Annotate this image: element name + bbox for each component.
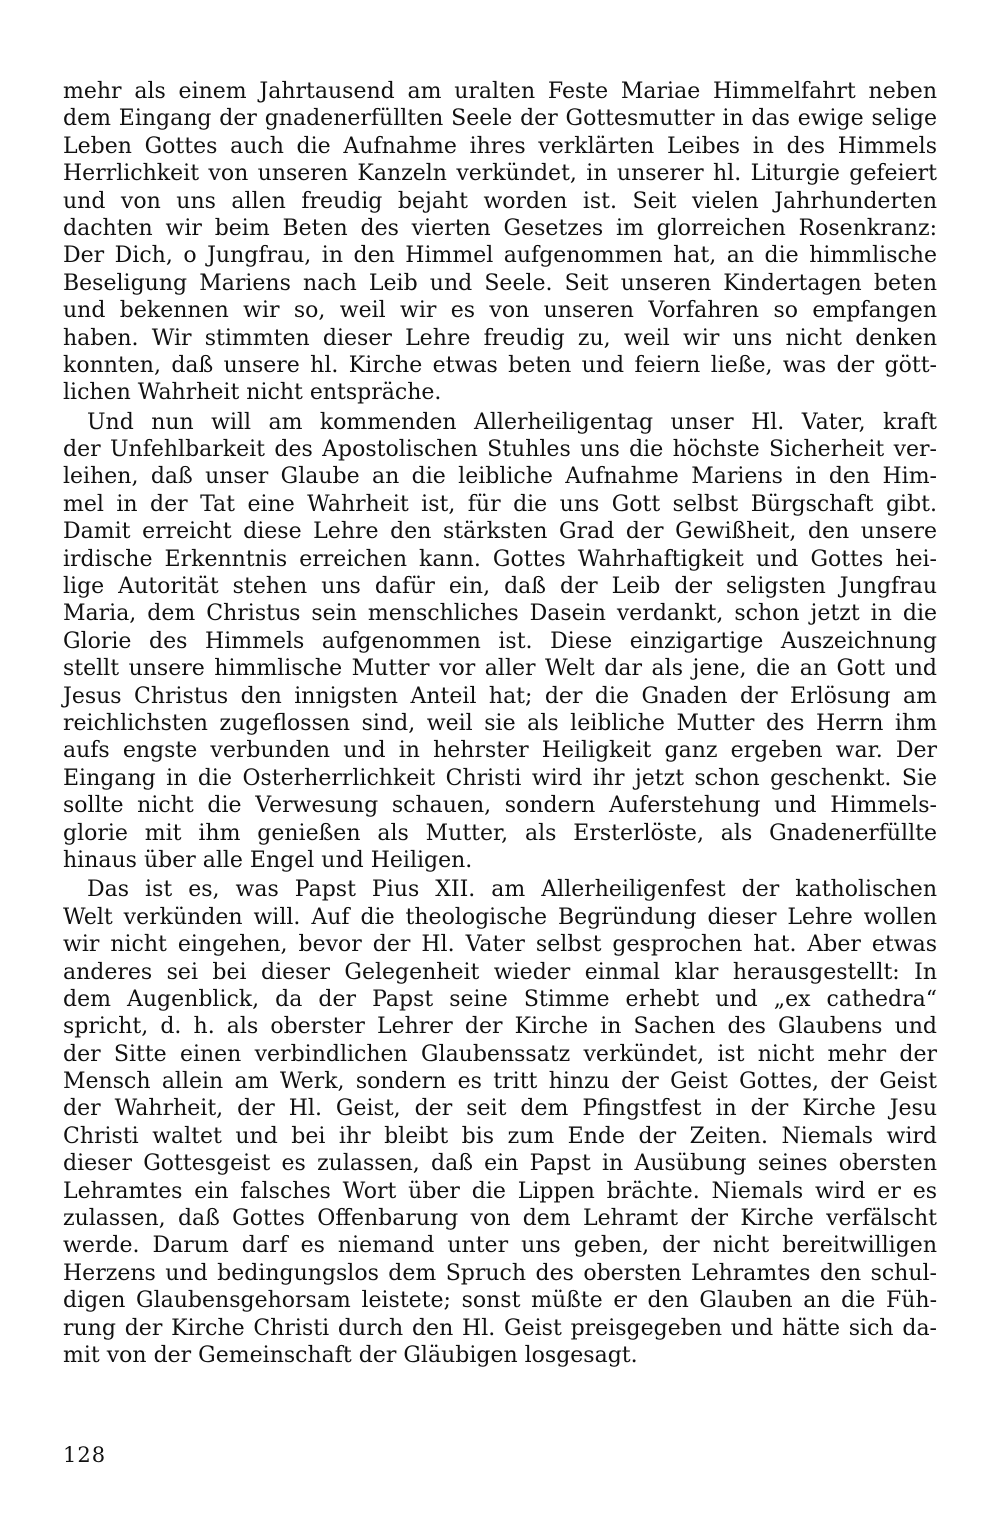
text-line: hinaus über alle Engel und Heiligen. <box>63 847 473 873</box>
text-line: irdische Erkenntnis erreichen kann. Gottes Wahrhaftigkeit und Gottes hei- <box>63 546 937 572</box>
text-line: Christi waltet und bei ihr bleibt bis zum Ende der Zeiten. Niemals wird <box>63 1123 937 1149</box>
text-line: haben. Wir stimmten dieser Lehre freudig zu, weil wir uns nicht denken <box>63 325 937 351</box>
text-line: Beseligung Mariens nach Leib und Seele. Seit unseren Kindertagen beten <box>63 270 937 296</box>
text-line: Leben Gottes auch die Aufnahme ihres verklärten Leibes in des Himmels <box>63 133 937 159</box>
text-line: mel in der Tat eine Wahrheit ist, für die uns Gott selbst Bürgschaft gibt. <box>63 491 937 517</box>
text-line: und bekennen wir so, weil wir es von unseren Vorfahren so empfangen <box>63 298 937 324</box>
text-line: der Unfehlbarkeit des Apostolischen Stuhles uns die höchste Sicherheit ver- <box>63 437 937 463</box>
text-line: zulassen, daß Gottes Offenbarung von dem Lehramt der Kirche verfälscht <box>63 1206 937 1232</box>
text-line: werde. Darum darf es niemand unter uns geben, der nicht bereitwilligen <box>63 1233 937 1259</box>
text-line: konnten, daß unsere hl. Kirche etwas beten und feiern ließe, was der gött- <box>63 352 937 378</box>
text-line: reichlichsten zugeflossen sind, weil sie als leibliche Mutter des Herrn ihm <box>63 710 937 736</box>
text-line: digen Glaubensgehorsam leistete; sonst müßte er den Glauben an die Füh- <box>63 1288 937 1314</box>
text-line: Herrlichkeit von unseren Kanzeln verkündet, in unserer hl. Liturgie gefeiert <box>63 161 937 187</box>
text-line: anderes sei bei dieser Gelegenheit wieder einmal klar herausgestellt: In <box>63 959 937 985</box>
text-line: dieser Gottesgeist es zulassen, daß ein Papst in Ausübung seines obersten <box>63 1151 937 1177</box>
text-line: glorie mit ihm genießen als Mutter, als Ersterlöste, als Gnadenerfüllte <box>63 820 937 846</box>
paragraph-3 <box>63 876 937 1369</box>
text-line: Eingang in die Osterherrlichkeit Christi wird ihr jetzt schon geschenkt. Sie <box>63 765 937 791</box>
text-line: Der Dich, o Jungfrau, in den Himmel aufgenommen hat, an die himmlische <box>63 243 937 269</box>
text-line: Damit erreicht diese Lehre den stärksten Grad der Gewißheit, den unsere <box>63 519 937 545</box>
text-line: Herzens und bedingungslos dem Spruch des obersten Lehramtes den schul- <box>63 1260 937 1286</box>
text-line: lige Autorität stehen uns dafür ein, daß der Leib der seligsten Jungfrau <box>63 574 937 600</box>
body-text <box>63 78 937 1369</box>
text-line: wir nicht eingehen, bevor der Hl. Vater selbst gesprochen hat. Aber etwas <box>63 932 937 958</box>
text-line: sollte nicht die Verwesung schauen, sondern Auferstehung und Himmels- <box>63 793 937 819</box>
text-line: dem Augenblick, da der Papst seine Stimme erhebt und „ex cathedra“ <box>63 986 937 1012</box>
text-line: der Wahrheit, der Hl. Geist, der seit dem Pfingstfest in der Kirche Jesu <box>63 1096 937 1122</box>
text-line: stellt unsere himmlische Mutter vor aller Welt dar als jene, die an Gott und <box>63 656 937 682</box>
text-line: Und nun will am kommenden Allerheiligentag unser Hl. Vater, kraft <box>87 409 937 435</box>
page-number: 128 <box>63 1443 107 1467</box>
text-line: leihen, daß unser Glaube an die leibliche Aufnahme Mariens in den Him- <box>63 464 937 490</box>
text-line: Maria, dem Christus sein menschliches Dasein verdankt, schon jetzt in die <box>63 601 937 627</box>
text-line: Jesus Christus den innigsten Anteil hat; der die Gnaden der Erlösung am <box>63 683 937 709</box>
text-line: aufs engste verbunden und in hehrster Heiligkeit ganz ergeben war. Der <box>63 738 937 764</box>
text-line: rung der Kirche Christi durch den Hl. Geist preisgegeben und hätte sich da- <box>63 1315 937 1341</box>
text-line: Glorie des Himmels aufgenommen ist. Diese einzigartige Auszeichnung <box>63 628 937 654</box>
text-line: spricht, d. h. als oberster Lehrer der Kirche in Sachen des Glaubens und <box>63 1014 937 1040</box>
text-line: mehr als einem Jahrtausend am uralten Feste Mariae Himmelfahrt neben <box>63 79 937 104</box>
text-line: mit von der Gemeinschaft der Gläubigen losgesagt. <box>63 1342 638 1368</box>
text-line: der Sitte einen verbindlichen Glaubenssatz verkündet, ist nicht mehr der <box>63 1041 937 1067</box>
paragraph-1 <box>63 78 937 407</box>
text-line: und von uns allen freudig bejaht worden ist. Seit vielen Jahrhunderten <box>63 188 937 214</box>
text-line: dachten wir beim Beten des vierten Gesetzes im glorreichen Rosenkranz: <box>63 215 937 241</box>
text-line: Welt verkünden will. Auf die theologische Begründung dieser Lehre wollen <box>63 904 937 930</box>
text-line: Lehramtes ein falsches Wort über die Lippen brächte. Niemals wird er es <box>63 1178 937 1204</box>
paragraph-2 <box>63 409 937 875</box>
text-line: dem Eingang der gnadenerfüllten Seele der Gottesmutter in das ewige selige <box>63 106 937 132</box>
text-line: lichen Wahrheit nicht entspräche. <box>63 380 442 406</box>
text-line: Mensch allein am Werk, sondern es tritt hinzu der Geist Gottes, der Geist <box>63 1069 937 1095</box>
text-line: Das ist es, was Papst Pius XII. am Allerheiligenfest der katholischen <box>87 877 937 903</box>
